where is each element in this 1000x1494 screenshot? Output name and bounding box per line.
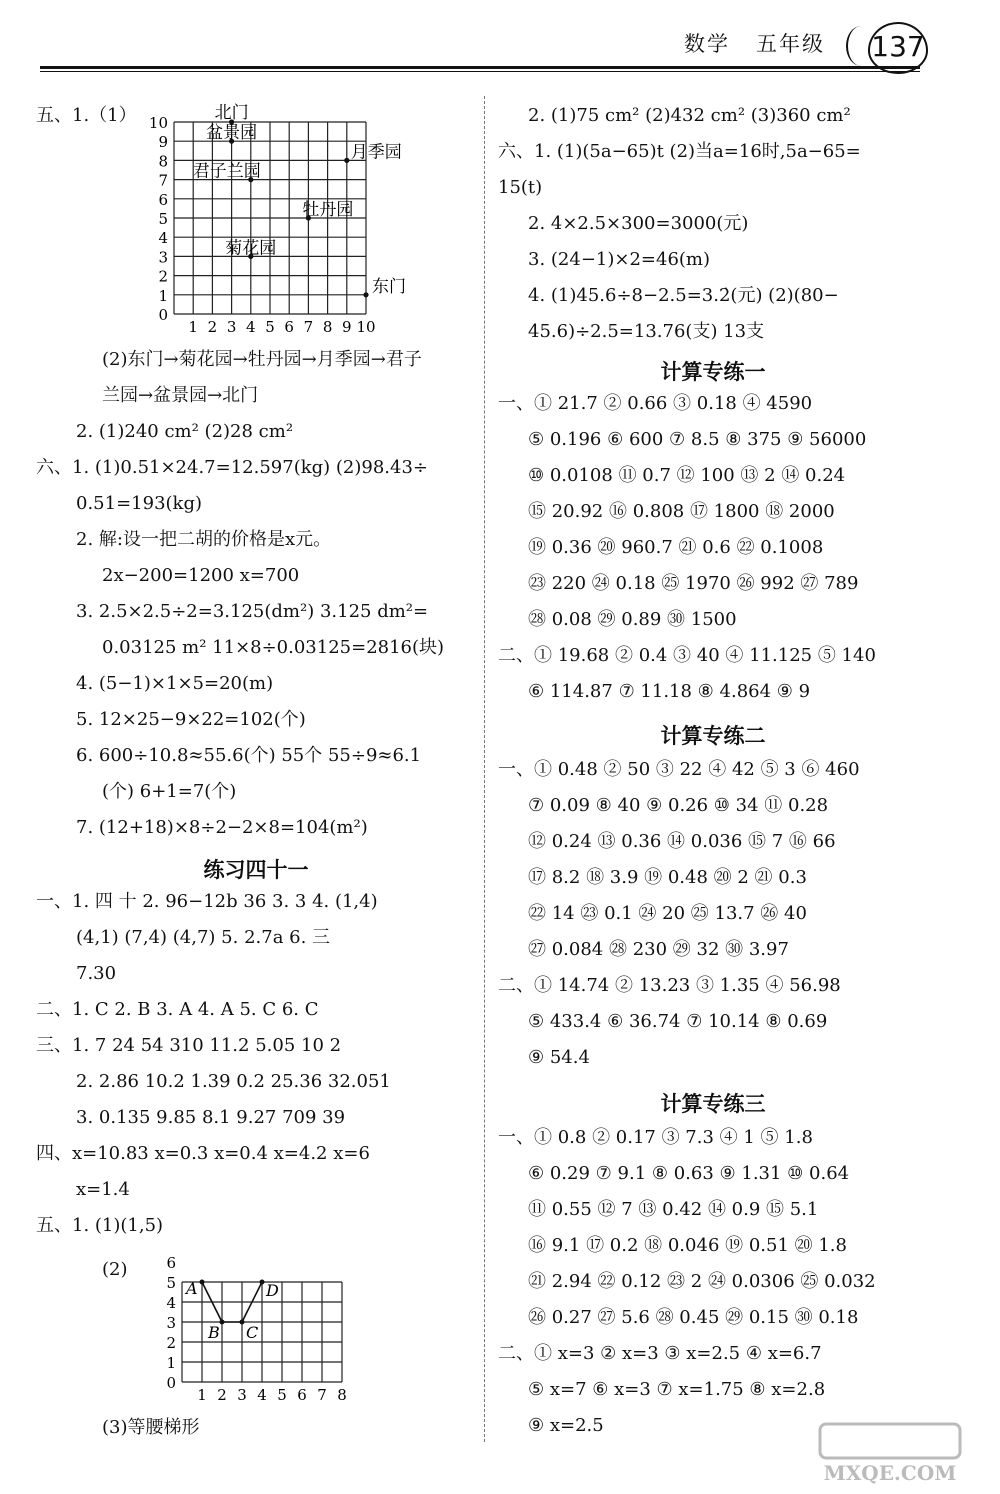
x-tick-label: 4: [257, 1386, 267, 1400]
watermark-text: MXQE.COM: [823, 1461, 957, 1485]
answer-line: 三、1. 7 24 54 310 11.2 5.05 10 2: [36, 1035, 342, 1056]
answer-line: ⑩ 0.0108 ⑪ 0.7 ⑫ 100 ⑬ 2 ⑭ 0.24: [528, 465, 846, 486]
x-tick-label: 1: [197, 1386, 207, 1400]
section-heading: 计算专练二: [660, 724, 766, 748]
y-tick-label: 2: [166, 1334, 176, 1352]
answer-line: 6. 600÷10.8≈55.6(个) 55个 55÷9≈6.1: [76, 745, 422, 766]
header-subject: 数学: [684, 32, 730, 56]
place-point: [344, 158, 349, 163]
answer-line: ㉑ 2.94 ㉒ 0.12 ㉓ 2 ㉔ 0.0306 ㉕ 0.032: [528, 1271, 876, 1292]
y-tick-label: 3: [158, 248, 168, 267]
place-label: 牡丹园: [302, 200, 354, 220]
x-tick-label: 7: [317, 1386, 327, 1400]
vertex-label: A: [186, 1279, 198, 1298]
y-tick-label: 1: [158, 286, 168, 305]
y-tick-label: 8: [158, 152, 168, 171]
x-tick-label: 6: [284, 318, 294, 336]
y-tick-label: 0: [166, 1374, 176, 1392]
vertex-point: [260, 1280, 265, 1285]
answer-line: 六、1. (1)(5a−65)t (2)当a=16时,5a−65=: [498, 141, 861, 162]
answer-line: (个) 6+1=7(个): [102, 781, 237, 802]
x-tick-label: 3: [226, 318, 237, 336]
answer-line: 45.6)÷2.5=13.76(支) 13支: [528, 321, 765, 342]
answer-line: ㉗ 0.084 ㉘ 230 ㉙ 32 ㉚ 3.97: [528, 939, 789, 960]
answer-line: ⑰ 8.2 ⑱ 3.9 ⑲ 0.48 ⑳ 2 ㉑ 0.3: [528, 867, 807, 888]
x-tick-label: 4: [246, 318, 256, 336]
y-tick-label: 7: [158, 171, 168, 190]
y-tick-label: 6: [158, 190, 168, 209]
answer-line: 7. (12+18)×8÷2−2×8=104(m²): [76, 817, 368, 838]
grid2-label: (2): [102, 1259, 128, 1280]
x-tick-label: 1: [188, 318, 198, 336]
x-tick-label: 2: [207, 318, 218, 336]
answer-line: ⑨ x=2.5: [528, 1415, 604, 1436]
vertex-point: [240, 1320, 245, 1325]
answer-line: 4. (1)45.6÷8−2.5=3.2̇(元) (2)(80−: [528, 285, 839, 306]
answer-line: 二、① 19.68 ② 0.4 ③ 40 ④ 11.125 ⑤ 140: [498, 645, 876, 666]
page-number: 137: [868, 22, 928, 74]
x-tick-label: 3: [237, 1386, 247, 1400]
x-tick-label: 5: [277, 1386, 287, 1400]
section-heading: 计算专练三: [660, 1092, 766, 1116]
answer-line: ⑤ 0.196 ⑥ 600 ⑦ 8.5 ⑧ 375 ⑨ 56000: [528, 429, 867, 450]
answer-line: ⑤ 433.4 ⑥ 36.74 ⑦ 10.14 ⑧ 0.69: [528, 1011, 828, 1032]
answer-line: (4,1) (7,4) (4,7) 5. 2.7a 6. 三: [76, 927, 331, 948]
answer-line: 兰园→盆景园→北门: [102, 385, 259, 406]
y-tick-label: 10: [148, 114, 168, 132]
answer-line: 5. 12×25−9×22=102(个): [76, 709, 306, 730]
place-label: 菊花园: [225, 238, 277, 259]
answer-line: ⑤ x=7 ⑥ x=3 ⑦ x=1.75 ⑧ x=2.8: [528, 1379, 826, 1400]
answer-line: ⑥ 0.29 ⑦ 9.1 ⑧ 0.63 ⑨ 1.31 ⑩ 0.64: [528, 1163, 850, 1184]
answer-line: 2x−200=1200 x=700: [102, 565, 300, 586]
answer-line: 2. 2.86 10.2 1.39 0.2 25.36 32.051: [76, 1071, 391, 1092]
y-tick-label: 5: [166, 1274, 176, 1292]
answer-line: 4. (5−1)×1×5=20(m): [76, 673, 274, 694]
x-tick-label: 2: [217, 1386, 227, 1400]
x-tick-label: 7: [303, 318, 314, 336]
place-point: [363, 292, 368, 297]
y-tick-label: 2: [158, 267, 168, 286]
column-divider: [484, 96, 485, 1442]
answer-line: 0.51=193(kg): [76, 493, 202, 514]
y-tick-label: 0: [158, 306, 168, 324]
answer-line: 7.30: [76, 963, 117, 984]
answer-line: 二、1. C 2. B 3. A 4. A 5. C 6. C: [36, 999, 319, 1020]
header-rule-thin: [40, 71, 920, 72]
x-tick-label: 10: [356, 318, 376, 336]
answer-line: 二、① x=3 ② x=3 ③ x=2.5 ④ x=6.7: [498, 1343, 822, 1364]
answer-line: 3. (24−1)×2=46(m): [528, 249, 711, 270]
park-map-grid: [136, 100, 466, 340]
y-tick-label: 5: [158, 210, 168, 228]
answer-line: ⑥ 114.87 ⑦ 11.18 ⑧ 4.864 ⑨ 9: [528, 681, 811, 702]
vertex-label: D: [266, 1281, 279, 1300]
answer-line: ⑪ 0.55 ⑫ 7 ⑬ 0.42 ⑭ 0.9 ⑮ 5.1: [528, 1199, 819, 1220]
place-label: 君子兰园: [192, 161, 261, 182]
y-tick-label: 1: [166, 1354, 176, 1372]
answer-line: 四、x=10.83 x=0.3 x=0.4 x=4.2 x=6: [36, 1143, 370, 1164]
answer-line: ㉓ 220 ㉔ 0.18 ㉕ 1970 ㉖ 992 ㉗ 789: [528, 573, 859, 594]
y-tick-label: 3: [166, 1314, 176, 1332]
place-label: 北门: [214, 103, 249, 123]
section-heading: 计算专练一: [660, 360, 766, 384]
y-tick-label: 6: [166, 1254, 176, 1272]
answer-line: 六、1. (1)0.51×24.7=12.597(kg) (2)98.43÷: [36, 457, 429, 478]
answer-line: ⑫ 0.24 ⑬ 0.36 ⑭ 0.036 ⑮ 7 ⑯ 66: [528, 831, 836, 852]
answer-line: 五、1. (1)(1,5): [36, 1215, 164, 1236]
y-tick-label: 4: [166, 1294, 176, 1312]
answer-line: 二、① 14.74 ② 13.23 ③ 1.35 ④ 56.98: [498, 975, 841, 996]
x-tick-label: 8: [337, 1386, 347, 1400]
answer-line: 3. 0.135 9.85 8.1 9.27 709 39: [76, 1107, 346, 1128]
answer-line: 2. (1)240 cm² (2)28 cm²: [76, 421, 294, 442]
answer-line: 15(t): [498, 177, 543, 198]
grid1-label: 五、1.（1）: [36, 105, 137, 126]
answer-line: (2)东门→菊花园→牡丹园→月季园→君子: [102, 349, 422, 370]
answer-line: 一、① 0.48 ② 50 ③ 22 ④ 42 ⑤ 3 ⑥ 460: [498, 759, 860, 780]
answer-line: 2. 解:设一把二胡的价格是x元。: [76, 529, 332, 550]
watermark-logo: [800, 1418, 980, 1488]
y-tick-label: 4: [158, 229, 168, 248]
trapezoid-grid: [126, 1250, 356, 1400]
vertex-point: [220, 1320, 225, 1325]
place-label: 东门: [372, 276, 406, 297]
answer-line: ⑨ 54.4: [528, 1047, 590, 1068]
answer-line: 0.03125 m² 11×8÷0.03125=2816(块): [102, 637, 445, 658]
answer-line: ㉒ 14 ㉓ 0.1 ㉔ 20 ㉕ 13.7 ㉖ 40: [528, 903, 807, 924]
vertex-label: C: [246, 1323, 259, 1342]
place-label: 月季园: [350, 142, 402, 163]
answer-line: ⑮ 20.92 ⑯ 0.808 ⑰ 1800 ⑱ 2000: [528, 501, 835, 522]
answer-line: 2. (1)75 cm² (2)432 cm² (3)360 cm²: [528, 105, 851, 126]
x-tick-label: 6: [297, 1386, 307, 1400]
x-tick-label: 5: [265, 318, 275, 336]
answer-line: 3. 2.5×2.5÷2=3.125(dm²) 3.125 dm²=: [76, 601, 429, 622]
answer-line: ㉖ 0.27 ㉗ 5.6 ㉘ 0.45 ㉙ 0.15 ㉚ 0.18: [528, 1307, 859, 1328]
answer-line: ⑲ 0.36 ⑳ 960.7 ㉑ 0.6 ㉒ 0.1008: [528, 537, 824, 558]
answer-line: ⑦ 0.09 ⑧ 40 ⑨ 0.26 ⑩ 34 ⑪ 0.28: [528, 795, 829, 816]
answer-line: x=1.4: [76, 1179, 130, 1200]
x-tick-label: 9: [342, 318, 352, 336]
header-rule: [40, 66, 920, 69]
answer-line: ⑯ 9.1 ⑰ 0.2 ⑱ 0.046 ⑲ 0.51 ⑳ 1.8: [528, 1235, 847, 1256]
place-label: 盆景园: [206, 123, 258, 144]
vertex-label: B: [208, 1323, 220, 1342]
x-tick-label: 8: [322, 318, 333, 336]
page-header-title: [684, 28, 825, 58]
answer-line: 一、1. 四 十 2. 96−12b 36 3. 3 4. (1,4): [36, 891, 378, 912]
answer-line: ㉘ 0.08 ㉙ 0.89 ㉚ 1500: [528, 609, 737, 630]
answer-line: 一、① 0.8 ② 0.17 ③ 7.3 ④ 1 ⑤ 1.8: [498, 1127, 813, 1148]
section-heading: 练习四十一: [203, 858, 309, 882]
header-grade: 五年级: [756, 32, 825, 56]
y-tick-label: 9: [158, 133, 168, 152]
answer-line: (3)等腰梯形: [102, 1417, 200, 1438]
answer-line: 一、① 21.7 ② 0.66 ③ 0.18 ④ 4590: [498, 393, 813, 414]
vertex-point: [200, 1280, 205, 1285]
answer-line: 2. 4×2.5×300=3000(元): [528, 213, 749, 234]
